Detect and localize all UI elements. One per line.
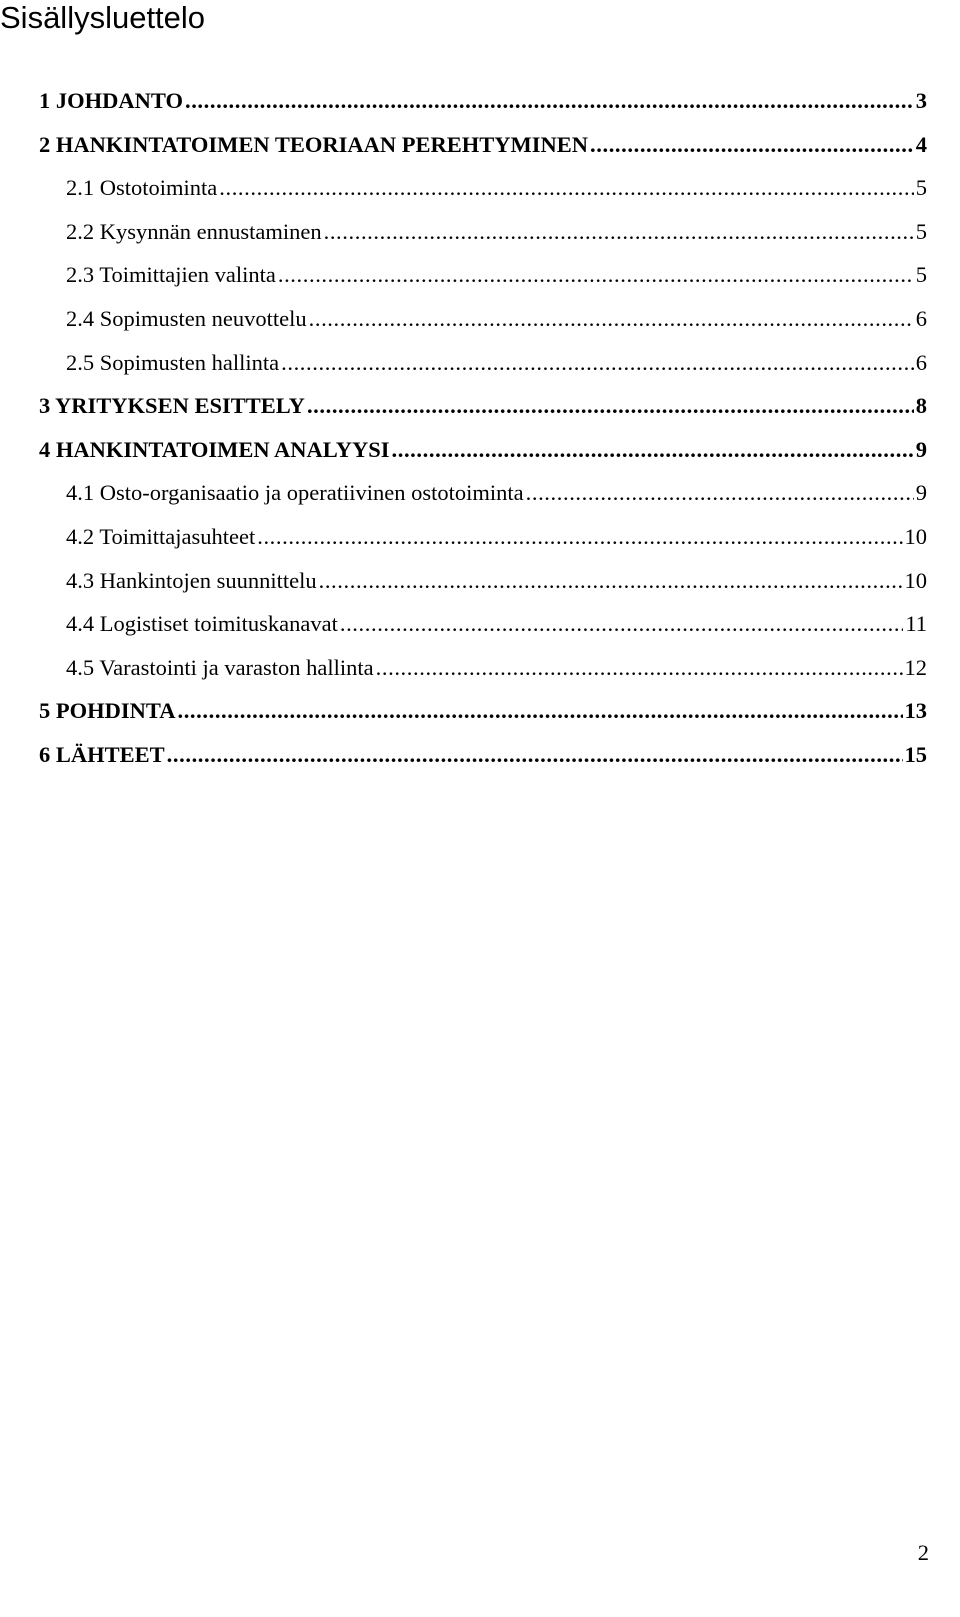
toc-entry-label: 2.3 Toimittajien valinta — [66, 262, 276, 288]
dot-leader — [278, 253, 914, 297]
toc-entry-page: 9 — [915, 436, 927, 462]
toc-entry-label: 2.1 Ostotoiminta — [66, 175, 218, 201]
toc-entry-page: 11 — [905, 611, 927, 637]
toc-entry-label: 3 YRITYKSEN ESITTELY — [39, 393, 305, 419]
toc-entry-label: 2.2 Kysynnän ennustaminen — [66, 218, 322, 244]
toc-entry-page: 3 — [915, 88, 927, 113]
dot-leader — [309, 297, 914, 341]
toc-entry-page: 8 — [915, 393, 927, 419]
dot-leader — [185, 79, 914, 123]
toc-entry[interactable] — [39, 384, 927, 428]
dot-leader — [281, 341, 914, 385]
toc-entry-label: 4.2 Toimittajasuhteet — [66, 523, 256, 549]
toc-entry-label: 4.3 Hankintojen suunnittelu — [66, 567, 317, 593]
toc-entry-label: 4.5 Varastointi ja varaston hallinta — [66, 654, 374, 680]
toc-entry-page: 6 — [915, 305, 927, 331]
toc-entry[interactable] — [39, 123, 927, 167]
toc-entry[interactable] — [39, 646, 927, 690]
toc-entry-page: 13 — [904, 698, 927, 724]
toc-entry[interactable] — [39, 341, 927, 385]
dot-leader — [526, 471, 914, 515]
table-of-contents — [39, 79, 927, 777]
dot-leader — [324, 210, 914, 254]
toc-entry-page: 15 — [904, 741, 927, 767]
toc-entry[interactable] — [39, 166, 927, 210]
toc-entry-label: 5 POHDINTA — [39, 698, 176, 724]
toc-entry[interactable] — [39, 253, 927, 297]
toc-entry-label: 4.1 Osto-organisaatio ja operatiivinen ostotoiminta — [66, 480, 524, 506]
page-title: Sisällysluettelo — [0, 0, 206, 35]
toc-entry[interactable] — [39, 515, 927, 559]
toc-entry-page: 10 — [904, 523, 927, 549]
toc-entry-page: 12 — [904, 654, 927, 680]
toc-entry-page: 5 — [915, 175, 927, 201]
toc-entry-page: 5 — [915, 262, 927, 288]
toc-entry-label: 2.4 Sopimusten neuvottelu — [66, 305, 307, 331]
toc-entry-page: 4 — [915, 131, 927, 157]
toc-entry-page: 5 — [915, 218, 927, 244]
toc-entry[interactable] — [39, 559, 927, 603]
toc-entry[interactable] — [39, 689, 927, 733]
toc-entry[interactable] — [39, 297, 927, 341]
dot-leader — [319, 559, 903, 603]
dot-leader — [257, 515, 902, 559]
toc-entry-page: 9 — [915, 480, 927, 506]
toc-entry-label: 2 HANKINTATOIMEN TEORIAAN PEREHTYMINEN — [39, 131, 589, 157]
toc-entry-label: 4.4 Logistiset toimituskanavat — [66, 611, 338, 637]
toc-entry-label: 2.5 Sopimusten hallinta — [66, 349, 280, 375]
toc-entry-page: 10 — [904, 567, 927, 593]
dot-leader — [392, 428, 914, 472]
dot-leader — [219, 166, 914, 210]
dot-leader — [590, 123, 914, 167]
toc-entry[interactable] — [39, 471, 927, 515]
dot-leader — [167, 733, 903, 777]
dot-leader — [307, 384, 914, 428]
toc-entry[interactable] — [39, 79, 927, 123]
toc-entry[interactable] — [39, 733, 927, 777]
toc-entry-label: 4 HANKINTATOIMEN ANALYYSI — [39, 436, 390, 462]
toc-entry[interactable] — [39, 210, 927, 254]
page-number: 2 — [917, 1540, 929, 1565]
dot-leader — [376, 646, 903, 690]
toc-entry[interactable] — [39, 428, 927, 472]
dot-leader — [340, 602, 903, 646]
toc-entry-label: 1 JOHDANTO — [39, 88, 183, 113]
dot-leader — [177, 689, 902, 733]
toc-entry-label: 6 LÄHTEET — [39, 741, 165, 767]
toc-entry-page: 6 — [915, 349, 927, 375]
toc-entry[interactable] — [39, 602, 927, 646]
